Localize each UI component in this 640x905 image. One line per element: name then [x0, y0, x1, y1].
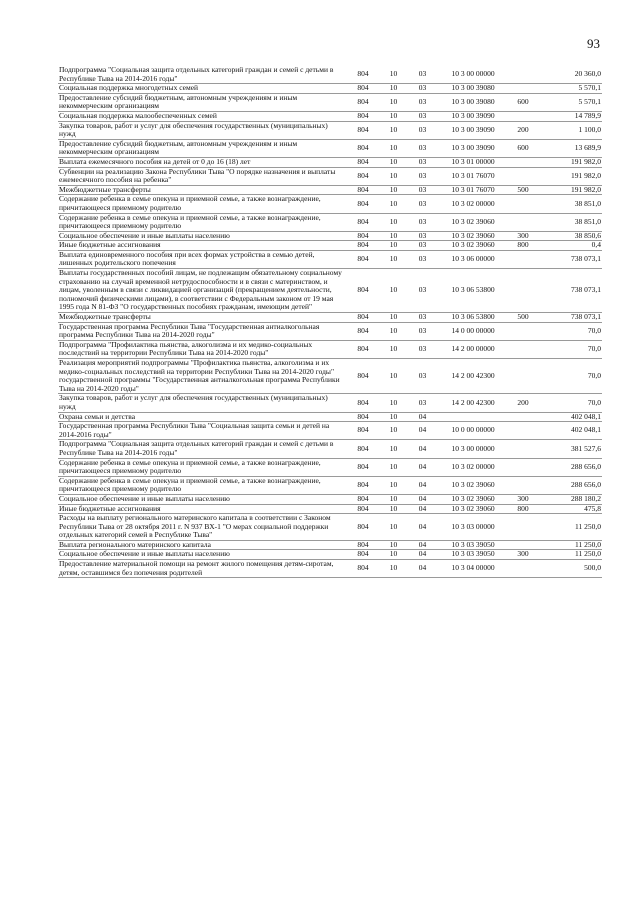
table-row [58, 250, 602, 268]
ministry-code: 804 [346, 185, 380, 195]
ministry-code: 804 [346, 340, 380, 358]
ministry-code: 804 [346, 121, 380, 139]
table-row [58, 93, 602, 111]
subsection-code: 04 [407, 412, 438, 422]
expense-type-code: 300 [508, 494, 538, 504]
amount: 738 073,1 [538, 269, 602, 313]
table-row [58, 394, 602, 412]
table-row [58, 422, 602, 440]
section-code: 10 [380, 167, 407, 185]
amount: 14 789,9 [538, 111, 602, 121]
expenditure-name: Предоставление материальной помощи на ремонт жилого помещения детям-сиротам, детям, оставшимся без попечения родителей [58, 560, 346, 578]
ministry-code: 804 [346, 269, 380, 313]
target-article-code: 10 3 02 39060 [438, 476, 508, 494]
amount: 38 851,0 [538, 195, 602, 213]
ministry-code: 804 [346, 494, 380, 504]
amount: 381 527,6 [538, 440, 602, 458]
amount: 402 048,1 [538, 412, 602, 422]
amount: 738 073,1 [538, 250, 602, 268]
expense-type-code: 200 [508, 121, 538, 139]
subsection-code: 04 [407, 494, 438, 504]
ministry-code: 804 [346, 93, 380, 111]
ministry-code: 804 [346, 213, 380, 231]
target-article-code: 10 3 02 39060 [438, 241, 508, 251]
target-article-code: 10 3 02 39060 [438, 213, 508, 231]
section-code: 10 [380, 504, 407, 514]
ministry-code: 804 [346, 440, 380, 458]
table-row [58, 313, 602, 323]
ministry-code: 804 [346, 66, 380, 84]
ministry-code: 804 [346, 359, 380, 394]
expenditure-name: Социальное обеспечение и иные выплаты населению [58, 494, 346, 504]
expenditure-name: Реализация мероприятий подпрограммы "Профилактика пьянства, алкоголизма и их медико-социальных последствий на территории Республики Тыва на 2014-2020 годы" государственной программы "Государственная антиалкогольная программа Республики Тыва на 2014-2020 годы" [58, 359, 346, 394]
section-code: 10 [380, 313, 407, 323]
table-row [58, 340, 602, 358]
table-row [58, 458, 602, 476]
amount: 475,8 [538, 504, 602, 514]
expenditure-name: Подпрограмма "Профилактика пьянства, алкоголизма и их медико-социальных последствий на территории Республики Тыва на 2014-2020 годы" [58, 340, 346, 358]
section-code: 10 [380, 111, 407, 121]
expense-type-code: 800 [508, 504, 538, 514]
expense-type-code [508, 269, 538, 313]
amount: 70,0 [538, 394, 602, 412]
expenditure-name: Социальное обеспечение и иные выплаты населению [58, 550, 346, 560]
section-code: 10 [380, 139, 407, 157]
amount: 11 250,0 [538, 514, 602, 541]
amount: 191 982,0 [538, 185, 602, 195]
table-row [58, 121, 602, 139]
target-article-code: 10 3 06 53800 [438, 313, 508, 323]
amount: 38 851,0 [538, 213, 602, 231]
expense-type-code: 300 [508, 231, 538, 241]
section-code: 10 [380, 157, 407, 167]
table-row [58, 157, 602, 167]
expense-type-code: 800 [508, 241, 538, 251]
ministry-code: 804 [346, 250, 380, 268]
amount: 288 180,2 [538, 494, 602, 504]
amount: 288 656,0 [538, 458, 602, 476]
subsection-code: 04 [407, 476, 438, 494]
subsection-code: 03 [407, 66, 438, 84]
amount: 38 850,6 [538, 231, 602, 241]
section-code: 10 [380, 93, 407, 111]
expense-type-code [508, 514, 538, 541]
expense-type-code: 600 [508, 139, 538, 157]
expense-type-code [508, 560, 538, 578]
expenditure-name: Предоставление субсидий бюджетным, автономным учреждениям и иным некоммерческим организациям [58, 139, 346, 157]
ministry-code: 804 [346, 540, 380, 550]
ministry-code: 804 [346, 550, 380, 560]
subsection-code: 04 [407, 550, 438, 560]
section-code: 10 [380, 458, 407, 476]
amount: 11 250,0 [538, 550, 602, 560]
expense-type-code: 500 [508, 313, 538, 323]
amount: 500,0 [538, 560, 602, 578]
section-code: 10 [380, 540, 407, 550]
table-row [58, 359, 602, 394]
target-article-code: 10 3 00 39090 [438, 111, 508, 121]
expense-type-code [508, 440, 538, 458]
ministry-code: 804 [346, 313, 380, 323]
subsection-code: 03 [407, 121, 438, 139]
subsection-code: 04 [407, 540, 438, 550]
target-article-code: 14 2 00 42300 [438, 359, 508, 394]
subsection-code: 03 [407, 313, 438, 323]
expenditure-name: Охрана семьи и детства [58, 412, 346, 422]
subsection-code: 03 [407, 111, 438, 121]
expense-type-code [508, 157, 538, 167]
section-code: 10 [380, 440, 407, 458]
expense-type-code [508, 66, 538, 84]
expense-type-code [508, 476, 538, 494]
section-code: 10 [380, 231, 407, 241]
ministry-code: 804 [346, 458, 380, 476]
expenditure-name: Государственная программа Республики Тыва "Социальная защита семьи и детей на 2014-2016 годы" [58, 422, 346, 440]
expenditure-name: Выплата единовременного пособия при всех формах устройства в семью детей, лишенных родительского попечения [58, 250, 346, 268]
target-article-code: 14 2 00 42300 [438, 394, 508, 412]
target-article-code: 10 3 02 39060 [438, 231, 508, 241]
target-article-code: 10 3 02 00000 [438, 195, 508, 213]
section-code: 10 [380, 185, 407, 195]
expenditure-name: Предоставление субсидий бюджетным, автономным учреждениям и иным некоммерческим организациям [58, 93, 346, 111]
section-code: 10 [380, 121, 407, 139]
target-article-code: 10 3 00 00000 [438, 66, 508, 84]
expenditure-name: Содержание ребенка в семье опекуна и приемной семье, а также вознаграждение, причитающееся приемному родителю [58, 195, 346, 213]
target-article-code: 10 3 03 39050 [438, 540, 508, 550]
section-code: 10 [380, 476, 407, 494]
ministry-code: 804 [346, 412, 380, 422]
subsection-code: 03 [407, 167, 438, 185]
subsection-code: 04 [407, 440, 438, 458]
target-article-code: 10 0 00 00000 [438, 422, 508, 440]
expenditure-name: Выплата регионального материнского капитала [58, 540, 346, 550]
subsection-code: 03 [407, 340, 438, 358]
table-row [58, 269, 602, 313]
subsection-code: 03 [407, 394, 438, 412]
subsection-code: 03 [407, 359, 438, 394]
expenditure-name: Содержание ребенка в семье опекуна и приемной семье, а также вознаграждение, причитающееся приемному родителю [58, 213, 346, 231]
subsection-code: 03 [407, 269, 438, 313]
ministry-code: 804 [346, 111, 380, 121]
table-row [58, 514, 602, 541]
section-code: 10 [380, 494, 407, 504]
ministry-code: 804 [346, 514, 380, 541]
table-row [58, 111, 602, 121]
table-row [58, 476, 602, 494]
amount: 13 689,9 [538, 139, 602, 157]
expense-type-code: 500 [508, 185, 538, 195]
target-article-code: 10 3 00 39090 [438, 139, 508, 157]
table-row [58, 139, 602, 157]
table-row [58, 195, 602, 213]
table-row [58, 560, 602, 578]
section-code: 10 [380, 195, 407, 213]
ministry-code: 804 [346, 231, 380, 241]
amount: 70,0 [538, 322, 602, 340]
ministry-code: 804 [346, 394, 380, 412]
expenditure-name: Иные бюджетные ассигнования [58, 241, 346, 251]
table-row [58, 213, 602, 231]
subsection-code: 04 [407, 560, 438, 578]
page-number: 93 [587, 36, 600, 51]
expenditure-name: Закупка товаров, работ и услуг для обеспечения государственных (муниципальных) нужд [58, 121, 346, 139]
ministry-code: 804 [346, 167, 380, 185]
expense-type-code: 300 [508, 550, 538, 560]
expense-type-code [508, 250, 538, 268]
budget-table-body [58, 66, 602, 578]
subsection-code: 03 [407, 139, 438, 157]
ministry-code: 804 [346, 157, 380, 167]
section-code: 10 [380, 84, 407, 94]
ministry-code: 804 [346, 322, 380, 340]
amount: 738 073,1 [538, 313, 602, 323]
target-article-code: 10 3 06 53800 [438, 269, 508, 313]
expenditure-name: Расходы на выплату регионального материнского капитала в соответствии с Законом Республики Тыва от 28 октября 2011 г. N 937 ВХ-1 "О мерах социальной поддержки отдельных категорий семей в Республике Тыва" [58, 514, 346, 541]
table-row [58, 241, 602, 251]
amount: 70,0 [538, 340, 602, 358]
ministry-code: 804 [346, 84, 380, 94]
expenditure-name: Межбюджетные трансферты [58, 313, 346, 323]
section-code: 10 [380, 340, 407, 358]
section-code: 10 [380, 269, 407, 313]
ministry-code: 804 [346, 560, 380, 578]
subsection-code: 03 [407, 241, 438, 251]
expenditure-name: Социальное обеспечение и иные выплаты населению [58, 231, 346, 241]
subsection-code: 03 [407, 84, 438, 94]
expenditure-name: Межбюджетные трансферты [58, 185, 346, 195]
expense-type-code [508, 111, 538, 121]
expense-type-code [508, 422, 538, 440]
expenditure-name: Содержание ребенка в семье опекуна и приемной семье, а также вознаграждение, причитающееся приемному родителю [58, 458, 346, 476]
target-article-code: 10 3 00 00000 [438, 440, 508, 458]
subsection-code: 03 [407, 157, 438, 167]
target-article-code: 10 3 04 00000 [438, 560, 508, 578]
table-row [58, 84, 602, 94]
section-code: 10 [380, 250, 407, 268]
expenditure-name: Социальная поддержка малообеспеченных семей [58, 111, 346, 121]
subsection-code: 03 [407, 93, 438, 111]
target-article-code: 10 3 00 39090 [438, 121, 508, 139]
amount: 20 360,0 [538, 66, 602, 84]
amount: 191 982,0 [538, 167, 602, 185]
expense-type-code [508, 167, 538, 185]
expense-type-code [508, 412, 538, 422]
expense-type-code [508, 359, 538, 394]
expenditure-name: Содержание ребенка в семье опекуна и приемной семье, а также вознаграждение, причитающееся приемному родителю [58, 476, 346, 494]
target-article-code [438, 412, 508, 422]
amount: 1 100,0 [538, 121, 602, 139]
table-row [58, 494, 602, 504]
ministry-code: 804 [346, 195, 380, 213]
subsection-code: 04 [407, 514, 438, 541]
table-row [58, 167, 602, 185]
section-code: 10 [380, 241, 407, 251]
amount: 70,0 [538, 359, 602, 394]
target-article-code: 14 0 00 00000 [438, 322, 508, 340]
subsection-code: 04 [407, 422, 438, 440]
ministry-code: 804 [346, 504, 380, 514]
target-article-code: 10 3 02 00000 [438, 458, 508, 476]
section-code: 10 [380, 322, 407, 340]
ministry-code: 804 [346, 422, 380, 440]
subsection-code: 03 [407, 195, 438, 213]
expense-type-code [508, 340, 538, 358]
target-article-code: 10 3 03 39050 [438, 550, 508, 560]
amount: 0,4 [538, 241, 602, 251]
amount: 288 656,0 [538, 476, 602, 494]
target-article-code: 10 3 00 39080 [438, 93, 508, 111]
amount: 11 250,0 [538, 540, 602, 550]
expenditure-name: Закупка товаров, работ и услуг для обеспечения государственных (муниципальных) нужд [58, 394, 346, 412]
subsection-code: 04 [407, 504, 438, 514]
expense-type-code: 200 [508, 394, 538, 412]
target-article-code: 10 3 01 76070 [438, 167, 508, 185]
section-code: 10 [380, 514, 407, 541]
subsection-code: 03 [407, 250, 438, 268]
budget-table [58, 66, 602, 578]
target-article-code: 10 3 06 00000 [438, 250, 508, 268]
expenditure-name: Выплата ежемесячного пособия на детей от 0 до 16 (18) лет [58, 157, 346, 167]
expense-type-code [508, 195, 538, 213]
expenditure-name: Субвенции на реализацию Закона Республики Тыва "О порядке назначения и выплаты ежемесячного пособия на ребенка" [58, 167, 346, 185]
expenditure-name: Подпрограмма "Социальная защита отдельных категорий граждан и семей с детьми в Республике Тыва на 2014-2016 годы" [58, 440, 346, 458]
section-code: 10 [380, 359, 407, 394]
expense-type-code [508, 213, 538, 231]
subsection-code: 03 [407, 322, 438, 340]
ministry-code: 804 [346, 241, 380, 251]
expense-type-code [508, 84, 538, 94]
ministry-code: 804 [346, 476, 380, 494]
expenditure-name: Иные бюджетные ассигнования [58, 504, 346, 514]
expenditure-name: Выплаты государственных пособий лицам, не подлежащим обязательному социальному страхованию на случай временной нетрудоспособности и в связи с материнством, и лицам, уволенным в связи с ликвидацией организаций (прекращением деятельности, полномочий физическими лицами), в соответствии с Федеральным законом от 19 мая 1995 года N 81-ФЗ "О государственных пособиях гражданам, имеющим детей" [58, 269, 346, 313]
table-row [58, 322, 602, 340]
table-row [58, 66, 602, 84]
section-code: 10 [380, 422, 407, 440]
amount: 191 982,0 [538, 157, 602, 167]
target-article-code: 10 3 02 39060 [438, 494, 508, 504]
subsection-code: 03 [407, 213, 438, 231]
ministry-code: 804 [346, 139, 380, 157]
target-article-code: 10 3 01 76070 [438, 185, 508, 195]
expenditure-name: Государственная программа Республики Тыва "Государственная антиалкогольная программа Республики Тыва на 2014-2020 годы" [58, 322, 346, 340]
section-code: 10 [380, 412, 407, 422]
expenditure-name: Социальная поддержка многодетных семей [58, 84, 346, 94]
amount: 5 570,1 [538, 93, 602, 111]
amount: 402 048,1 [538, 422, 602, 440]
expense-type-code [508, 458, 538, 476]
target-article-code: 10 3 01 00000 [438, 157, 508, 167]
expenditure-name: Подпрограмма "Социальная защита отдельных категорий граждан и семей с детьми в Республике Тыва на 2014-2016 годы" [58, 66, 346, 84]
section-code: 10 [380, 560, 407, 578]
target-article-code: 10 3 00 39080 [438, 84, 508, 94]
expense-type-code: 600 [508, 93, 538, 111]
amount: 5 570,1 [538, 84, 602, 94]
target-article-code: 14 2 00 00000 [438, 340, 508, 358]
subsection-code: 03 [407, 231, 438, 241]
expense-type-code [508, 322, 538, 340]
subsection-code: 04 [407, 458, 438, 476]
target-article-code: 10 3 03 00000 [438, 514, 508, 541]
subsection-code: 03 [407, 185, 438, 195]
section-code: 10 [380, 550, 407, 560]
section-code: 10 [380, 213, 407, 231]
target-article-code: 10 3 02 39060 [438, 504, 508, 514]
section-code: 10 [380, 394, 407, 412]
table-row [58, 440, 602, 458]
section-code: 10 [380, 66, 407, 84]
